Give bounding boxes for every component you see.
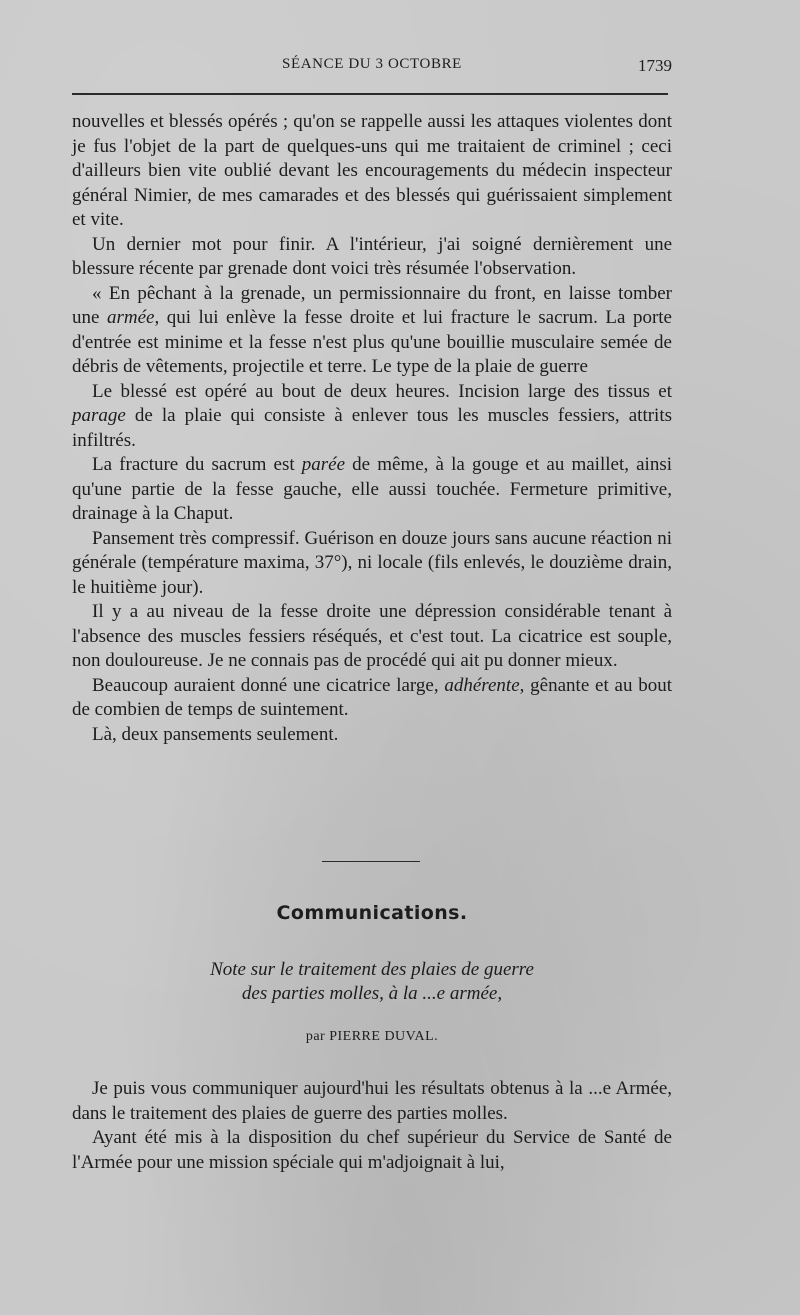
text-run: , gênante et au bout de combien de temps de suintement. [72, 674, 672, 720]
header-rule [72, 93, 668, 95]
text-run: de même, à la gouge et au maillet, ainsi qu'une partie de la fesse gauche, elle aussi touchée. Fermeture primitive, drainage à la Chaput. [72, 454, 672, 524]
note-title-line-1: Note sur le traitement des plaies de guerre [210, 959, 534, 980]
paragraph [72, 527, 672, 601]
text-run: Le blessé est opéré au bout de deux heures. Incision large des tissus et [92, 380, 672, 402]
text-run: Je puis vous communiquer aujourd'hui les résultats obtenus à la ...e Armée, dans le traitement des plaies de guerre des parties molles. [72, 1078, 672, 1124]
page-number: 1739 [638, 56, 672, 75]
note-title [72, 958, 672, 1006]
text-run: « En pêchant à la grenade, un permissionnaire du front, en laisse tomber une [72, 282, 672, 328]
text-run: de la plaie qui consiste à enlever tous les muscles fessiers, attrits infiltrés. [72, 405, 672, 451]
paragraph [72, 674, 672, 723]
text-run: Il y a au niveau de la fesse droite une dépression considérable tenant à l'absence des muscles fessiers réséqués, et c'est tout. La cicatrice est souple, non douloureuse. Je ne connais pas de procédé qui ait pu donner mieux. [72, 601, 672, 671]
paragraph [72, 600, 672, 674]
paragraph [72, 453, 672, 527]
text-run: Beaucoup auraient donné une cicatrice large, [92, 674, 445, 696]
text-run: Là, deux pansements seulement. [92, 723, 339, 745]
paragraph [72, 1126, 672, 1175]
italic-run: adhérente [444, 674, 520, 696]
note-title-line-2: des parties molles, à la ...e armée, [241, 983, 503, 1004]
paragraph [72, 723, 672, 748]
paragraph [72, 1077, 672, 1126]
italic-run: parage [72, 405, 126, 426]
text-run: Ayant été mis à la disposition du chef supérieur du Service de Santé de l'Armée pour une mission spéciale qui m'adjoignait à lui, [72, 1127, 672, 1173]
italic-run: parée [301, 454, 346, 475]
italic-run: armée [106, 307, 155, 328]
paragraph [72, 110, 672, 233]
paragraph [72, 233, 672, 282]
running-title: SÉANCE DU 3 OCTOBRE [282, 56, 462, 72]
paragraph [72, 282, 672, 380]
text-run: Pansement très compressif. Guérison en douze jours sans aucune réaction ni générale (température maxima, 37°), ni locale (fils enlevés, le douzième drain, le huitième jour). [72, 527, 672, 598]
author-byline: par PIERRE DUVAL. [305, 1029, 439, 1044]
running-header [72, 56, 672, 82]
section-separator [322, 861, 420, 862]
text-run: La fracture du sacrum est [92, 454, 302, 475]
text-run: Un dernier mot pour finir. A l'intérieur, j'ai soigné dernièrement une blessure récente par grenade dont voici très résumée l'observation. [72, 233, 672, 279]
text-run: , qui lui enlève la fesse droite et lui fracture le sacrum. La porte d'entrée est minime et la fesse n'est plus qu'une bouillie musculaire semée de débris de vêtements, projectile et terre. Le type de la plaie de guerre [72, 307, 672, 377]
section-heading: Communications. [276, 902, 468, 924]
paragraph [72, 380, 672, 454]
body-text [72, 110, 672, 747]
text-run: nouvelles et blessés opérés ; qu'on se rappelle aussi les attaques violentes dont je fus l'objet de la part de quelques-uns qui me traitaient de criminel ; ceci d'ailleurs bien vite oublié devant les encouragements du médecin inspecteur général Nimier, de mes camarades et des blessés qui guérissaient simplement et vite. [72, 111, 672, 230]
body-text-continued [72, 1077, 672, 1175]
